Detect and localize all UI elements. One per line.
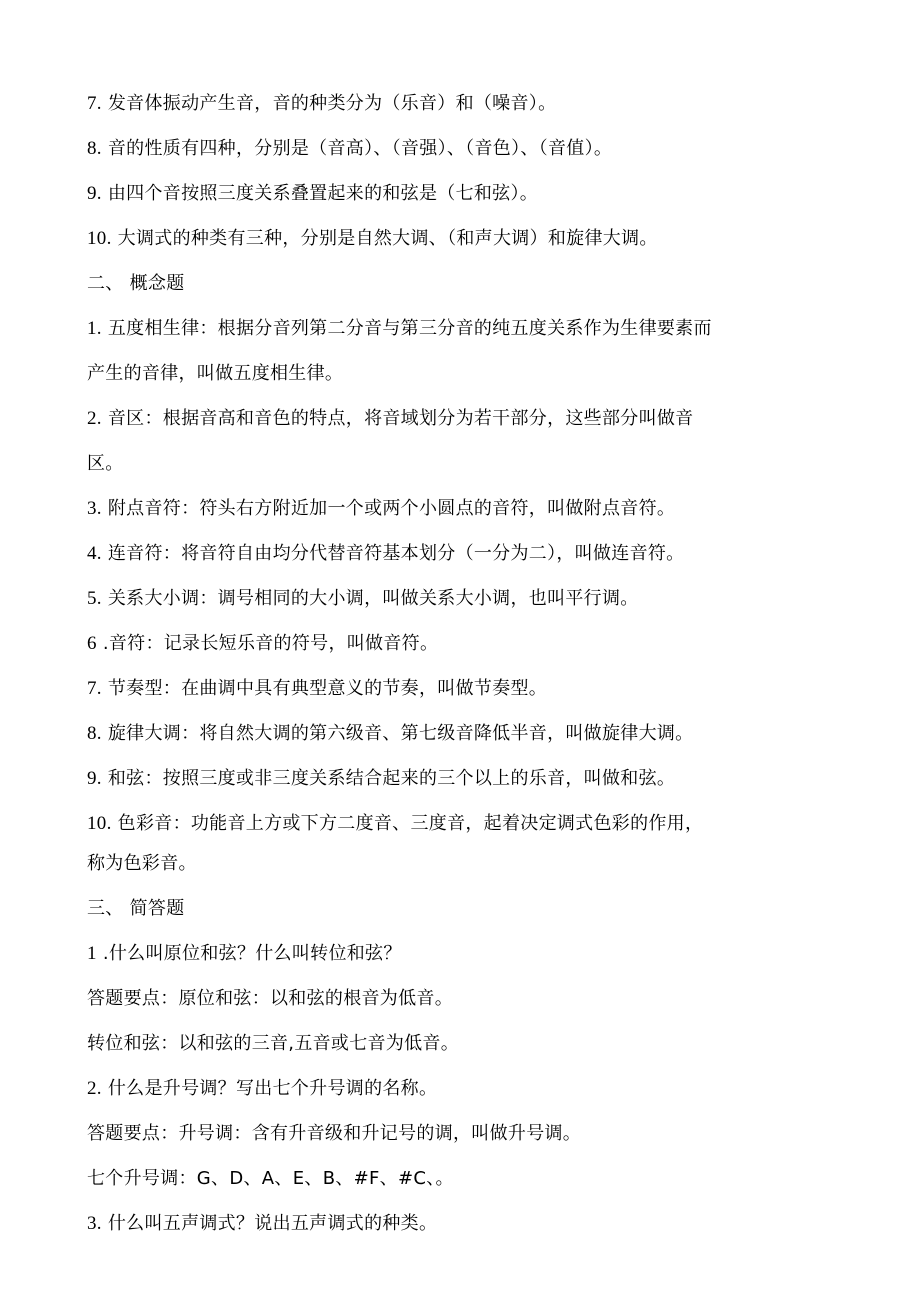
line-text: 答题要点：原位和弦：以和弦的根音为低音。 bbox=[87, 988, 453, 1009]
answer-line-7 bbox=[87, 92, 556, 116]
concept-line-5 bbox=[87, 587, 639, 611]
concept-line-7 bbox=[87, 677, 547, 701]
item-number: 9. bbox=[87, 183, 102, 204]
line-text: 由四个音按照三度关系叠置起来的和弦是（七和弦）。 bbox=[101, 183, 539, 204]
concept-line-8 bbox=[87, 722, 693, 746]
line-text: 音的性质有四种，分别是（音高）、（音强）、（音色）、（音值）。 bbox=[101, 138, 613, 159]
section-title: 二、 概念题 bbox=[87, 273, 185, 294]
item-number: 9. bbox=[87, 768, 102, 789]
line-text: 产生的音律，叫做五度相生律。 bbox=[87, 363, 344, 384]
question-line-3 bbox=[87, 1212, 437, 1236]
concept-line-2 bbox=[87, 407, 693, 431]
line-text: .什么叫原位和弦？什么叫转位和弦？ bbox=[96, 943, 402, 964]
item-number: 1 bbox=[87, 943, 97, 964]
answer-key-line-2a bbox=[87, 1122, 581, 1146]
concept-line-3 bbox=[87, 497, 675, 521]
item-number: 3. bbox=[87, 498, 102, 519]
item-number: 7. bbox=[87, 678, 102, 699]
question-line-1 bbox=[87, 942, 402, 966]
concept-line-9 bbox=[87, 767, 675, 791]
question-line-2 bbox=[87, 1077, 437, 1101]
section-heading-concepts bbox=[87, 272, 185, 296]
concept-line-10-cont bbox=[87, 852, 197, 876]
line-text: 旋律大调：将自然大调的第六级音、第七级音降低半音，叫做旋律大调。 bbox=[101, 723, 694, 744]
line-text: 答题要点：升号调：含有升音级和升记号的调，叫做升号调。 bbox=[87, 1123, 582, 1144]
line-text: 区。 bbox=[87, 453, 124, 474]
line-text: 连音符：将音符自由均分代替音符基本划分（一分为二），叫做连音符。 bbox=[101, 543, 685, 564]
line-text: 什么是升号调？写出七个升号调的名称。 bbox=[101, 1078, 438, 1099]
line-text: 音区：根据音高和音色的特点，将音域划分为若干部分，这些部分叫做音 bbox=[101, 408, 694, 429]
item-number: 1. bbox=[87, 318, 102, 339]
answer-line-9 bbox=[87, 182, 538, 206]
item-number: 10. bbox=[87, 813, 112, 834]
concept-line-6 bbox=[87, 632, 438, 656]
item-number: 3. bbox=[87, 1213, 102, 1234]
item-number: 5. bbox=[87, 588, 102, 609]
answer-key-line-2b bbox=[87, 1167, 454, 1191]
item-number: 8. bbox=[87, 723, 102, 744]
line-text: 节奏型：在曲调中具有典型意义的节奏，叫做节奏型。 bbox=[101, 678, 548, 699]
section-heading-short-answer bbox=[87, 897, 185, 921]
item-number: 8. bbox=[87, 138, 102, 159]
line-text: 关系大小调：调号相同的大小调，叫做关系大小调，也叫平行调。 bbox=[101, 588, 639, 609]
line-text: .音符：记录长短乐音的符号，叫做音符。 bbox=[96, 633, 439, 654]
line-text: 五度相生律：根据分音列第二分音与第三分音的纯五度关系作为生律要素而 bbox=[101, 318, 712, 339]
line-text: 称为色彩音。 bbox=[87, 853, 197, 874]
item-number: 7. bbox=[87, 93, 102, 114]
line-text: 发音体振动产生音，音的种类分为（乐音）和（噪音）。 bbox=[101, 93, 557, 114]
item-number: 2. bbox=[87, 408, 102, 429]
item-number: 6 bbox=[87, 633, 97, 654]
concept-line-10 bbox=[87, 812, 703, 836]
line-text: 七个升号调：G、D、A、E、B、#F、#C、。 bbox=[87, 1168, 454, 1189]
line-text: 转位和弦：以和弦的三音,五音或七音为低音。 bbox=[87, 1033, 460, 1054]
section-title: 三、 简答题 bbox=[87, 898, 185, 919]
line-text: 什么叫五声调式？说出五声调式的种类。 bbox=[101, 1213, 438, 1234]
concept-line-4 bbox=[87, 542, 684, 566]
line-text: 大调式的种类有三种，分别是自然大调、（和声大调）和旋律大调。 bbox=[111, 228, 658, 249]
concept-line-1-cont bbox=[87, 362, 343, 386]
concept-line-1 bbox=[87, 317, 712, 341]
answer-line-10 bbox=[87, 227, 658, 251]
line-text: 色彩音：功能音上方或下方二度音、三度音，起着决定调式色彩的作用， bbox=[111, 813, 704, 834]
item-number: 10. bbox=[87, 228, 112, 249]
item-number: 2. bbox=[87, 1078, 102, 1099]
concept-line-2-cont bbox=[87, 452, 124, 476]
answer-line-8 bbox=[87, 137, 612, 161]
answer-key-line-1a bbox=[87, 987, 453, 1011]
answer-key-line-1b bbox=[87, 1032, 459, 1056]
line-text: 附点音符：符头右方附近加一个或两个小圆点的音符，叫做附点音符。 bbox=[101, 498, 676, 519]
item-number: 4. bbox=[87, 543, 102, 564]
line-text: 和弦：按照三度或非三度关系结合起来的三个以上的乐音，叫做和弦。 bbox=[101, 768, 676, 789]
